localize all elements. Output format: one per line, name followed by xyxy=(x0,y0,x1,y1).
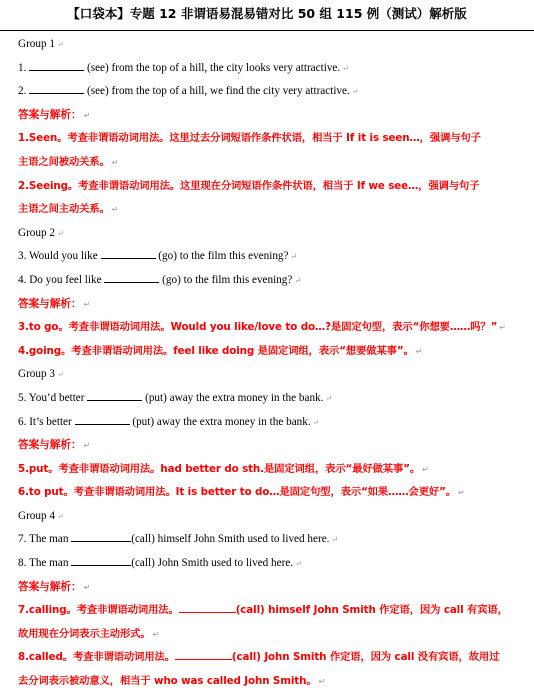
answer-3: 3.to go。考查非谓语动词用法。Would you like/love to do…?是固定句型，表示“你想要……吗？” ↵ xyxy=(18,321,506,334)
group-3-label: Group 3 ↵ xyxy=(18,368,64,381)
answer-blank xyxy=(175,648,232,660)
question-6: 6. It’s better (put) away the extra money in the bank. ↵ xyxy=(18,411,522,435)
answer-1-line-2: 主语之间被动关系。 ↵ xyxy=(18,155,119,168)
answer-blank xyxy=(87,389,142,401)
answer-2-line-2: 主语之间主动关系。 ↵ xyxy=(18,203,119,216)
answer-8-line-1: 8.called。考查非谓语动词用法。 (call) John Smith 作定语，因为 call 没有宾语，故用过 xyxy=(18,646,522,670)
answer-blank xyxy=(75,413,130,425)
question-1: 1. (see) from the top of a hill, the city looks very attractive. ↵ xyxy=(18,57,522,81)
question-4: 4. Do you feel like (go) to the film this evening? ↵ xyxy=(18,269,522,293)
answer-6: 6.to put。考查非谓语动词用法。It is better to do…是固定句型，表示“如果……会更好”。 ↵ xyxy=(18,486,465,499)
answer-7-line-2: 故用现在分词表示主动形式。 ↵ xyxy=(18,627,160,640)
answer-1-line-1: 1.Seen。考查非谓语动词用法。这里过去分词短语作条件状语，相当于 If it is seen…，强调与句子 xyxy=(18,132,481,145)
answer-blank xyxy=(71,554,131,566)
answer-2-line-1: 2.Seeing。考查非谓语动词用法。这里现在分词短语作条件状语，相当于 If we see…，强调与句子 xyxy=(18,179,480,192)
answer-8-line-2: 去分词表示被动意义，相当于 who was called John Smith。 ↵ xyxy=(18,675,326,688)
group-1-label: Group 1 ↵ xyxy=(18,38,64,50)
answer-4: 4.going。考查非谓语动词用法。feel like doing 是固定词组，表示“想要做某事”。 ↵ xyxy=(18,344,423,357)
answer-blank xyxy=(29,59,84,71)
question-5: 5. You’d better (put) away the extra money in the bank. ↵ xyxy=(18,387,522,411)
answer-7-line-1: 7.calling。考查非谓语动词用法。 (call) himself John Smith 作定语，因为 call 有宾语， xyxy=(18,599,522,623)
question-3: 3. Would you like (go) to the film this evening? ↵ xyxy=(18,245,522,269)
answer-heading: 答案与解析： ↵ xyxy=(18,580,91,593)
answer-blank xyxy=(179,601,236,613)
group-2-label: Group 2 ↵ xyxy=(18,226,64,239)
answer-blank xyxy=(29,82,84,94)
group-4-label: Group 4 ↵ xyxy=(18,509,64,522)
question-7: 7. The man (call) himself John Smith used to lived here. ↵ xyxy=(18,528,522,552)
question-8: 8. The man (call) John Smith used to lived here. ↵ xyxy=(18,552,522,576)
answer-heading: 答案与解析： ↵ xyxy=(18,439,91,452)
answer-heading: 答案与解析： ↵ xyxy=(18,297,91,310)
document-title: 【口袋本】专题 12 非谓语易混易错对比 50 组 115 例（测试）解析版 xyxy=(0,0,534,31)
question-2: 2. (see) from the top of a hill, we find the city very attractive. ↵ xyxy=(18,80,522,104)
answer-5: 5.put。考查非谓语动词用法。had better do sth.是固定词组，表示“最好做某事”。 ↵ xyxy=(18,462,429,475)
answer-blank xyxy=(71,530,131,542)
answer-heading: 答案与解析： ↵ xyxy=(18,108,91,121)
answer-blank xyxy=(101,247,156,259)
answer-blank xyxy=(104,271,159,283)
